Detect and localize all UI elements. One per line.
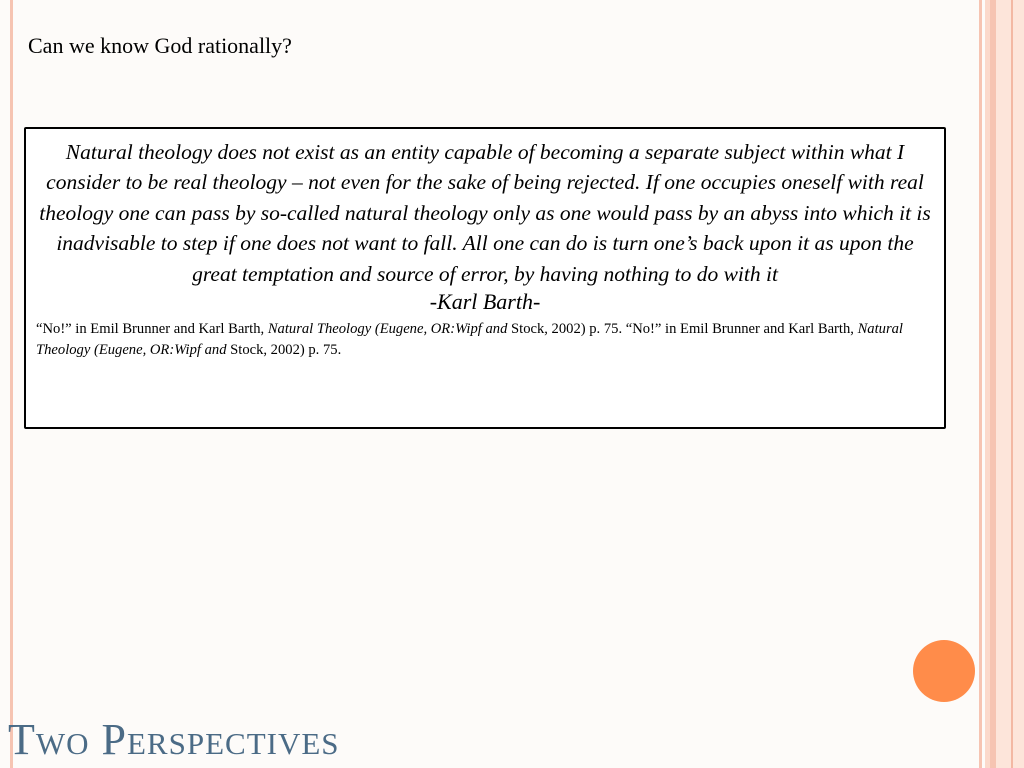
right-decorative-stripe-3	[990, 0, 996, 768]
citation-part3: Stock, 2002) p. 75.	[226, 342, 342, 359]
quote-citation	[36, 319, 934, 361]
quote-box	[24, 127, 946, 429]
citation-italic2: Natural Theology (Eugene, OR:Wipf and	[36, 321, 903, 359]
right-decorative-stripe-line	[1011, 0, 1013, 768]
decorative-circle	[913, 640, 975, 702]
citation-part2: Stock, 2002) p. 75. “No!” in Emil Brunner and Karl Barth,	[507, 321, 858, 338]
left-decorative-stripe	[10, 0, 13, 768]
right-decorative-stripe-1	[979, 0, 982, 768]
citation-italic1: Natural Theology (Eugene, OR:Wipf and	[267, 321, 508, 338]
slide-question: Can we know God rationally?	[28, 33, 292, 58]
quote-text: Natural theology does not exist as an entity capable of becoming a separate subject within what I consider to be real theology – not even for the sake of being rejected. If one occupies oneself with real theology one can pass by so-called natural theology only as one would pass by an abyss into which it is inadvisable to step if one does not want to fall. All one can do is turn one’s back upon it as upon the great temptation and source of error, by having nothing to do with it	[39, 140, 931, 286]
slide-title: Two Perspectives	[8, 715, 340, 764]
right-decorative-stripe-2	[985, 0, 990, 768]
citation-part1: “No!” in Emil Brunner and Karl Barth,	[36, 321, 268, 338]
right-decorative-stripe-wide	[996, 0, 1024, 768]
quote-attribution: -Karl Barth-	[429, 289, 541, 315]
